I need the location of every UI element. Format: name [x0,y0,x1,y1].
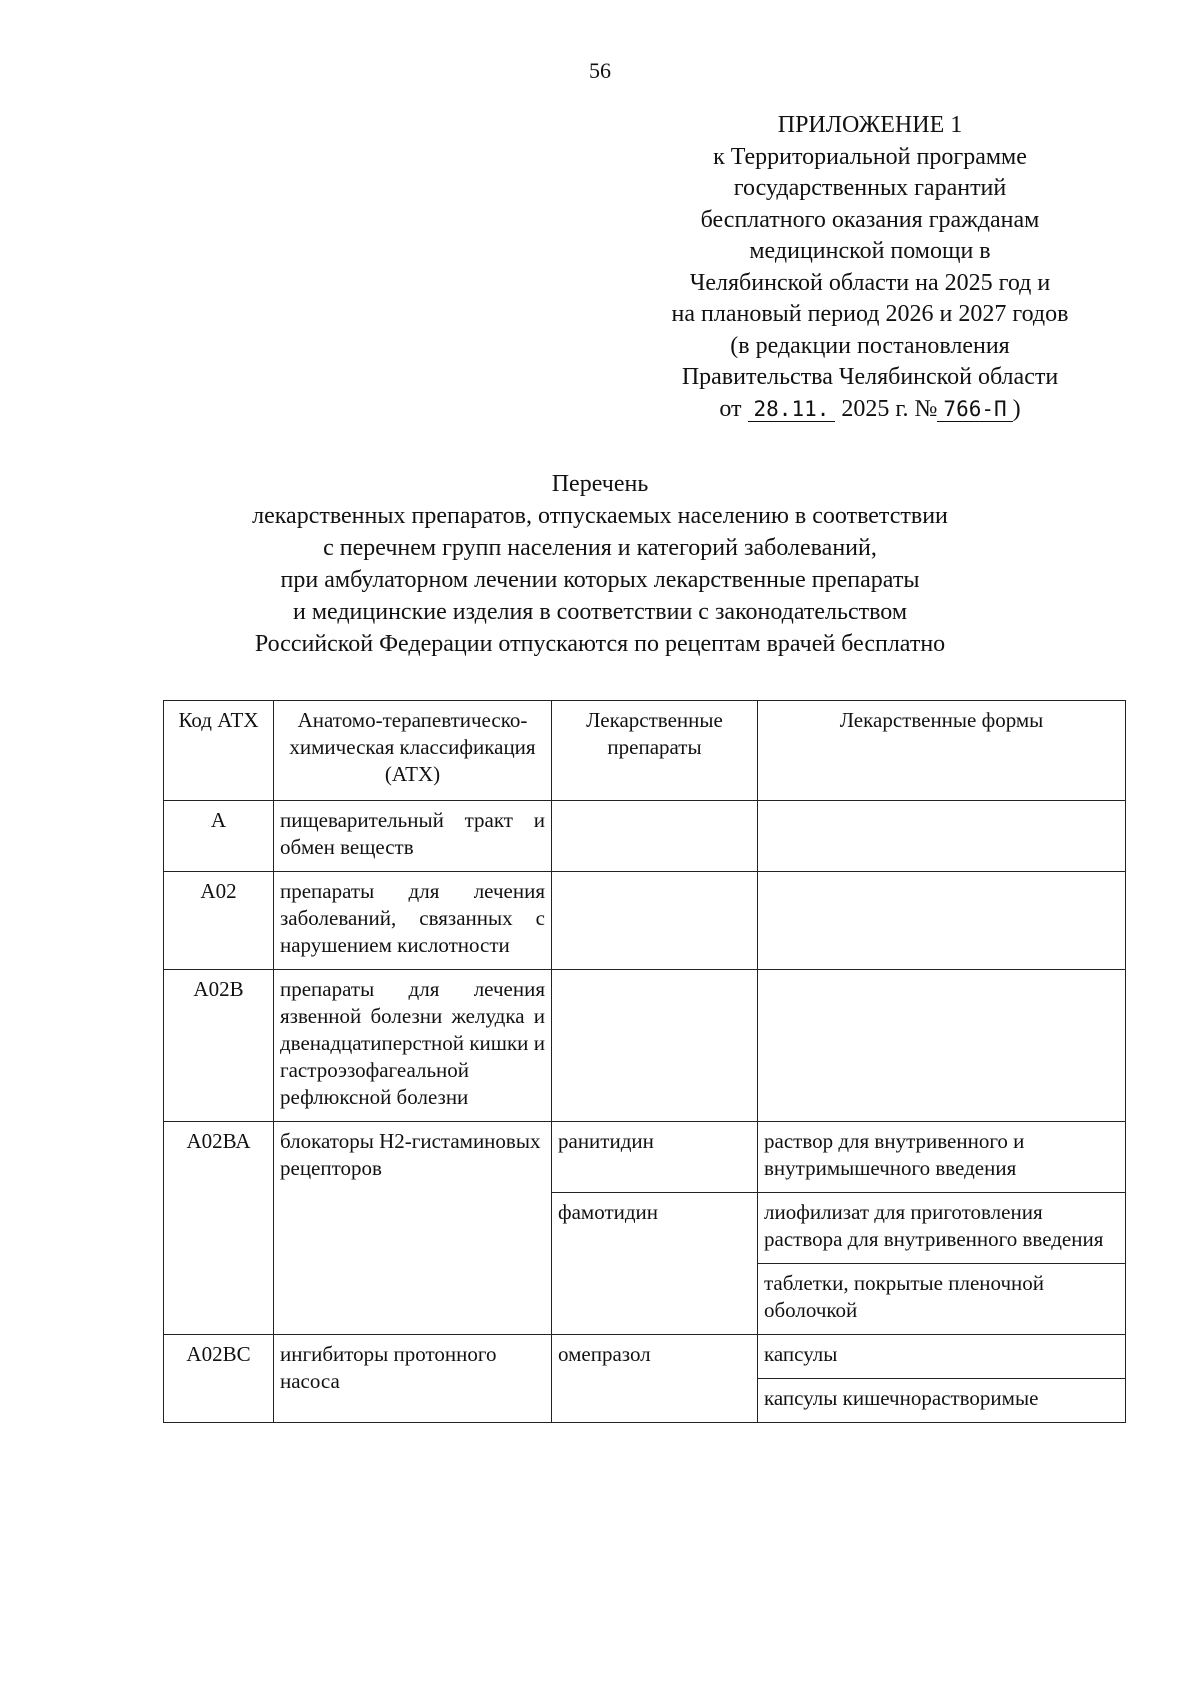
drug-name: ранитидин [552,1122,758,1193]
annex-line: бесплатного оказания гражданам [700,206,1040,233]
table-row [164,1122,1126,1193]
document-title [0,468,1200,660]
title-line: лекарственных препаратов, отпускаемых населению в соответствии [252,503,948,529]
title-line: при амбулаторном лечении которых лекарственные препараты [280,567,920,593]
title-line: Российской Федерации отпускаются по рецептам врачей бесплатно [254,631,946,657]
atc-code: А02В [164,970,274,1122]
annex-line: медицинской помощи в [749,238,991,264]
annex-line: государственных гарантий [733,175,1007,201]
form-cell [758,872,1126,970]
atc-code: А02ВА [164,1122,274,1335]
atc-classification: препараты для лечения язвенной болезни желудка и двенадцатиперстной кишки и гастроэзофагеальной рефлюксной болезни [274,970,552,1122]
date-prefix: от [719,395,742,422]
table-row [164,872,1126,970]
header-forms: Лекарственные формы [758,701,1126,801]
drug-form: лиофилизат для приготовления раствора для внутривенного введения [758,1193,1126,1264]
atc-classification: пищеварительный тракт и обмен веществ [274,801,552,872]
table-row [164,970,1126,1122]
drug-name: фамотидин [552,1193,758,1335]
atc-classification: блокаторы Н2-гистаминовых рецепторов [274,1122,552,1335]
drug-form: капсулы кишечнорастворимые [758,1379,1126,1423]
form-cell [758,801,1126,872]
title-line: и медицинские изделия в соответствии с законодательством [292,599,908,625]
atc-classification: препараты для лечения заболеваний, связанных с нарушением кислотности [274,872,552,970]
title-line: с перечнем групп населения и категорий заболеваний, [323,535,877,561]
table-header-row [164,701,1126,801]
annex-line: к Территориальной программе [713,143,1027,170]
drug-form: таблетки, покрытые пленочной оболочкой [758,1264,1126,1335]
drug-cell [552,872,758,970]
atc-code: А02ВС [164,1335,274,1423]
atc-table [163,700,1126,1423]
form-cell [758,970,1126,1122]
drug-form: раствор для внутривенного и внутримышечного введения [758,1122,1126,1193]
annex-line: Челябинской области на 2025 год и [689,269,1051,296]
drug-form: капсулы [758,1335,1126,1379]
drug-cell [552,801,758,872]
drug-cell [552,970,758,1122]
header-code: Код АТХ [164,701,274,801]
annex-line: (в редакции постановления [730,332,1010,359]
closing-paren: ) [1012,395,1021,422]
drug-name: омепразол [552,1335,758,1423]
table-row [164,801,1126,872]
atc-code: А02 [164,872,274,970]
year-text: 2025 г. № [841,395,938,422]
date-value: 28.11. [748,397,836,422]
header-classification: Анатомо-терапевтическо-химическая классификация (АТХ) [274,701,552,801]
page-number: 56 [589,58,611,83]
resolution-number: 766-П [937,397,1012,422]
annex-line: Правительства Челябинской области [681,364,1059,390]
annex-block [640,110,1100,425]
annex-date-line [640,394,1100,426]
header-drugs: Лекарственные препараты [552,701,758,801]
title-heading: Перечень [551,471,649,497]
annex-heading: ПРИЛОЖЕНИЕ 1 [777,112,963,138]
table-row [164,1335,1126,1379]
atc-code: А [164,801,274,872]
annex-line: на плановый период 2026 и 2027 годов [671,301,1069,327]
atc-classification: ингибиторы протонного насоса [274,1335,552,1423]
